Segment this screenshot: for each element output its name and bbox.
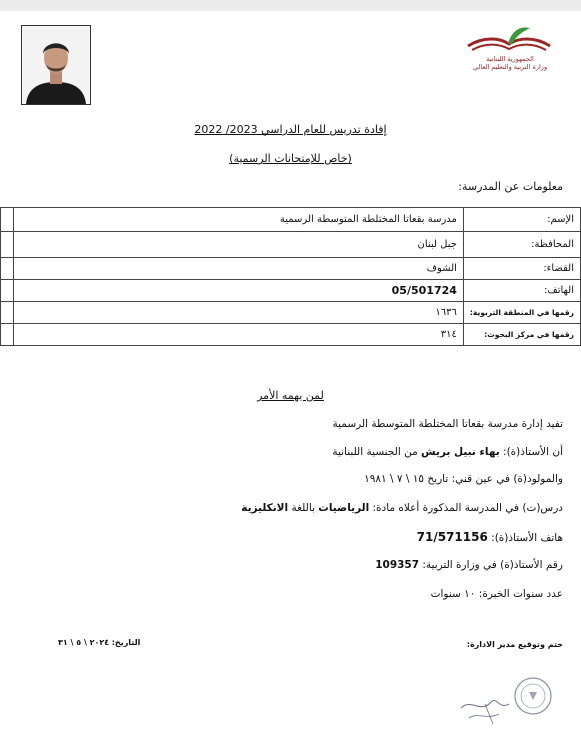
info-row (1, 208, 581, 232)
info-edge-cell (1, 280, 14, 302)
info-row (1, 280, 581, 302)
teacher-name: بهاء نبيل بريش (421, 446, 500, 458)
body-line-3: والمولود(ة) في عين قني: تاريخ ١٥ \ ٧ \ ١٩٨١ (364, 473, 563, 485)
info-value: 05/501724 (14, 280, 464, 302)
logo-line-2: وزارة التربية والتعليم العالي (472, 63, 548, 71)
info-edge-cell (1, 208, 14, 232)
language: الانكليزية (241, 502, 289, 514)
to-whom-heading: لمن يهمه الأمر (257, 389, 324, 402)
top-bar (0, 0, 581, 11)
body-line-5: هاتف الأستاذ(ة): 71/571156 (416, 530, 563, 544)
info-label: رقمها في المنطقة التربوية: (463, 302, 580, 324)
info-edge-cell (1, 232, 14, 258)
subject: الرياضيات (318, 502, 370, 514)
info-label: الهاتف: (463, 280, 580, 302)
info-value: جبل لبنان (14, 232, 464, 258)
info-label: رقمها في مركز البحوث: (463, 324, 580, 346)
certificate-subtitle: (خاص للإمتحانات الرسمية) (229, 152, 352, 165)
info-label: القضاء: (463, 258, 580, 280)
body-line-2: أن الأستاذ(ة): بهاء نبيل بريش من الجنسية اللبنانية (332, 446, 563, 458)
ministry-number: 109357 (375, 559, 420, 571)
school-info-table (0, 207, 581, 346)
date-value: ٢٠٢٤ \ ٥ \ ٣١ (58, 638, 110, 647)
info-value: ١٦٣٦ (14, 302, 464, 324)
teacher-photo (21, 25, 91, 105)
ministry-name (460, 55, 560, 71)
body-line-1: تفيد إدارة مدرسة بقعاتا المختلطة المتوسطة الرسمية (332, 418, 563, 430)
info-edge-cell (1, 258, 14, 280)
body-line-7: عدد سنوات الخبرة: ١٠ سنوات (430, 588, 563, 600)
logo-line-1: الجمهورية اللبنانية (486, 55, 534, 63)
body-line-6: رقم الأستاذ(ة) في وزارة التربية: 109357 (375, 559, 563, 571)
signature-label: ختم وتوقيع مدير الادارة: (466, 640, 563, 649)
info-row (1, 302, 581, 324)
info-row (1, 258, 581, 280)
info-value: مدرسة بقعاتا المختلطة المتوسطة الرسمية (14, 208, 464, 232)
date-field: التاريخ: ٢٠٢٤ \ ٥ \ ٣١ (58, 638, 141, 647)
info-value: الشوف (14, 258, 464, 280)
info-label: المحافظة: (463, 232, 580, 258)
ministry-logo (462, 24, 556, 82)
info-row (1, 324, 581, 346)
info-label: الإسم: (463, 208, 580, 232)
info-value: ٣١٤ (14, 324, 464, 346)
teacher-phone: 71/571156 (416, 530, 488, 544)
certificate-title: إفادة تدريس للعام الدراسي 2023/ 2022 (194, 123, 387, 136)
info-edge-cell (1, 324, 14, 346)
official-stamp (455, 668, 565, 728)
info-row (1, 232, 581, 258)
info-edge-cell (1, 302, 14, 324)
school-section-label: معلومات عن المدرسة: (458, 180, 563, 193)
body-line-4: درس(ت) في المدرسة المذكورة أعلاه مادة: الرياضيات باللغة الانكليزية (241, 502, 563, 514)
